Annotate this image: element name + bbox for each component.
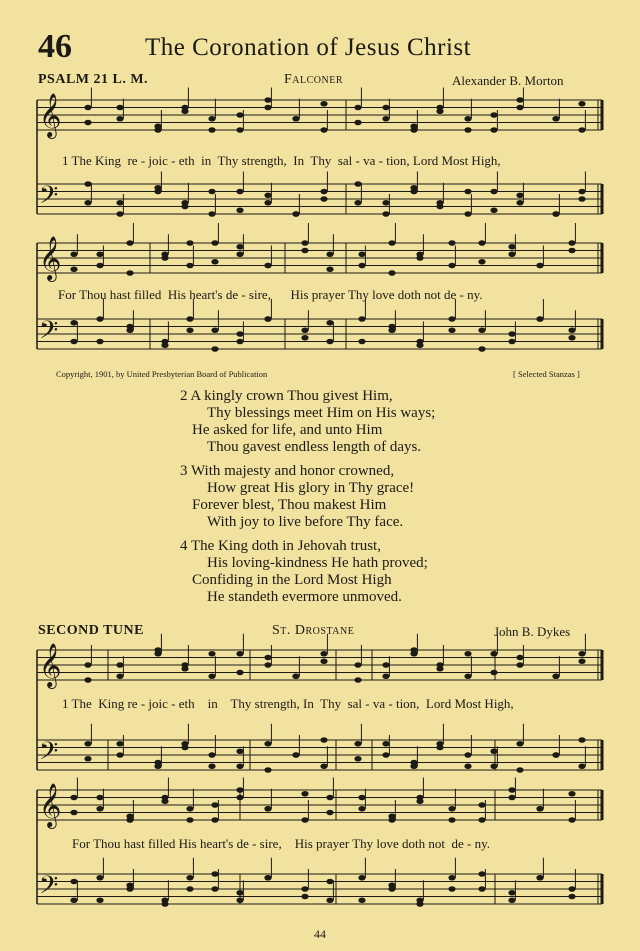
note-head (96, 875, 103, 881)
note-head (578, 658, 585, 664)
stanza-line: He asked for life, and unto Him (192, 422, 383, 438)
note-head (301, 327, 308, 333)
note-head (448, 817, 455, 823)
note-head (211, 346, 218, 352)
note-head (211, 817, 218, 823)
note-head (508, 787, 515, 793)
note-head (154, 760, 161, 766)
note-head (181, 666, 188, 672)
note-head (326, 320, 333, 326)
note-head (70, 879, 77, 885)
note-head (208, 763, 215, 769)
note-head (320, 127, 327, 133)
note-head (301, 240, 308, 246)
tune-name: Falconer (284, 72, 344, 87)
note-head (126, 270, 133, 276)
note-head (264, 200, 271, 206)
note-head (326, 810, 333, 816)
note-head (208, 189, 215, 195)
note-head (568, 817, 575, 823)
note-head (464, 127, 471, 133)
note-head (354, 677, 361, 683)
stanza-4 (180, 538, 428, 606)
note-head (320, 189, 327, 195)
note-head (490, 207, 497, 213)
note-head (358, 316, 365, 322)
note-head (478, 817, 485, 823)
note-head (186, 316, 193, 322)
second-lyrics-line-1: 1 The King re - joic - eth in Thy strength, In Thy sal - va - tion, Lord Most High, (62, 696, 514, 711)
note-head (448, 263, 455, 269)
note-head (236, 763, 243, 769)
note-head (382, 752, 389, 758)
stanza-3 (180, 463, 414, 531)
second-tune-name: St. Drostane (272, 623, 355, 638)
bass-clef: 𝄢 (39, 737, 59, 772)
note-head (354, 756, 361, 762)
note-head (448, 316, 455, 322)
note-head (354, 662, 361, 668)
note-head (354, 181, 361, 187)
note-head (236, 189, 243, 195)
note-head (382, 673, 389, 679)
note-head (96, 897, 103, 903)
note-head (301, 817, 308, 823)
note-head (70, 320, 77, 326)
note-head (490, 127, 497, 133)
note-head (211, 871, 218, 877)
note-head (70, 810, 77, 816)
stanza-line: How great His glory in Thy grace! (207, 480, 415, 496)
note-head (448, 875, 455, 881)
note-head (358, 897, 365, 903)
note-head (96, 316, 103, 322)
note-head (410, 760, 417, 766)
note-head (478, 871, 485, 877)
note-head (464, 752, 471, 758)
note-head (186, 240, 193, 246)
note-head (464, 189, 471, 195)
note-head (264, 806, 271, 812)
note-head (536, 316, 543, 322)
note-head (326, 879, 333, 885)
note-head (301, 886, 308, 892)
note-head (96, 263, 103, 269)
note-head (354, 741, 361, 747)
note-head (264, 662, 271, 668)
note-head (490, 651, 497, 657)
treble-clef: 𝄞 (39, 236, 62, 280)
note-head (116, 116, 123, 122)
note-head (354, 105, 361, 111)
note-head (410, 647, 417, 653)
note-head (436, 108, 443, 114)
note-head (568, 248, 575, 254)
note-head (490, 189, 497, 195)
note-head (264, 105, 271, 111)
note-head (416, 255, 423, 261)
note-head (154, 647, 161, 653)
note-head (264, 97, 271, 103)
note-head (326, 897, 333, 903)
page-number: 44 (314, 927, 326, 941)
note-head (70, 266, 77, 272)
note-head (448, 886, 455, 892)
note-head (84, 662, 91, 668)
note-head (320, 737, 327, 743)
note-head (416, 901, 423, 907)
note-head (96, 339, 103, 345)
note-head (516, 655, 523, 661)
note-head (416, 342, 423, 348)
note-head (568, 894, 575, 900)
note-head (464, 211, 471, 217)
note-head (578, 651, 585, 657)
note-head (186, 875, 193, 881)
note-head (236, 651, 243, 657)
note-head (388, 813, 395, 819)
stanza-line: Thou gavest endless length of days. (207, 439, 422, 455)
note-head (516, 192, 523, 198)
note-head (354, 120, 361, 126)
note-head (161, 798, 168, 804)
note-head (96, 806, 103, 812)
note-head (320, 101, 327, 107)
note-head (388, 882, 395, 888)
note-head (236, 890, 243, 896)
note-head (464, 651, 471, 657)
bass-clef: 𝄢 (39, 316, 59, 351)
note-head (508, 339, 515, 345)
note-head (464, 673, 471, 679)
stanza-2 (180, 388, 435, 456)
note-head (292, 673, 299, 679)
note-head (508, 897, 515, 903)
note-head (236, 748, 243, 754)
note-head (211, 259, 218, 265)
note-head (116, 662, 123, 668)
note-head (490, 670, 497, 676)
note-head (161, 342, 168, 348)
note-head (211, 240, 218, 246)
note-head (70, 251, 77, 257)
treble-clef: 𝄞 (39, 643, 62, 687)
note-head (568, 791, 575, 797)
note-head (84, 181, 91, 187)
note-head (382, 116, 389, 122)
note-head (436, 745, 443, 751)
note-head (478, 240, 485, 246)
note-head (236, 795, 243, 801)
note-head (478, 259, 485, 265)
note-head (508, 890, 515, 896)
note-head (236, 207, 243, 213)
note-head (186, 806, 193, 812)
note-head (448, 327, 455, 333)
note-head (126, 240, 133, 246)
note-head (70, 339, 77, 345)
note-head (236, 331, 243, 337)
note-head (211, 327, 218, 333)
note-head (516, 97, 523, 103)
note-head (116, 673, 123, 679)
note-head (264, 263, 271, 269)
note-head (568, 886, 575, 892)
note-head (326, 251, 333, 257)
note-head (490, 112, 497, 118)
note-head (326, 339, 333, 345)
note-head (578, 763, 585, 769)
note-head (236, 244, 243, 250)
hymn-number: 46 (38, 28, 72, 65)
note-head (388, 324, 395, 330)
note-head (448, 806, 455, 812)
note-head (578, 196, 585, 202)
note-head (358, 795, 365, 801)
selected-stanzas-note: [ Selected Stanzas ] (513, 369, 580, 379)
note-head (236, 112, 243, 118)
note-head (208, 752, 215, 758)
note-head (96, 251, 103, 257)
note-head (578, 189, 585, 195)
note-head (508, 795, 515, 801)
note-head (382, 211, 389, 217)
note-head (508, 244, 515, 250)
note-head (358, 875, 365, 881)
stanza-line: Forever blest, Thou makest Him (192, 497, 387, 513)
note-head (208, 211, 215, 217)
stanza-line: 2 A kingly crown Thou givest Him, (180, 388, 393, 404)
note-head (490, 748, 497, 754)
lyrics-line-1: 1 The King re - joic - eth in Thy strength, In Thy sal - va - tion, Lord Most High, (62, 153, 501, 168)
note-head (292, 116, 299, 122)
note-head (516, 767, 523, 773)
note-head (126, 882, 133, 888)
note-head (211, 802, 218, 808)
note-head (416, 798, 423, 804)
note-head (436, 666, 443, 672)
note-head (186, 263, 193, 269)
note-head (208, 651, 215, 657)
note-head (388, 270, 395, 276)
note-head (436, 204, 443, 210)
note-head (536, 806, 543, 812)
note-head (116, 752, 123, 758)
note-head (326, 266, 333, 272)
note-head (116, 741, 123, 747)
note-head (358, 806, 365, 812)
note-head (236, 897, 243, 903)
note-head (84, 120, 91, 126)
note-head (320, 651, 327, 657)
note-head (320, 658, 327, 664)
note-head (126, 324, 133, 330)
note-head (388, 240, 395, 246)
note-head (382, 662, 389, 668)
note-head (84, 756, 91, 762)
note-head (552, 752, 559, 758)
hymn-title: The Coronation of Jesus Christ (145, 34, 472, 61)
note-head (236, 670, 243, 676)
note-head (264, 316, 271, 322)
treble-clef: 𝄞 (39, 783, 62, 827)
note-head (84, 677, 91, 683)
stanza-line: 4 The King doth in Jehovah trust, (180, 538, 381, 554)
note-head (264, 741, 271, 747)
note-head (578, 101, 585, 107)
note-head (208, 116, 215, 122)
second-tune-label: SECOND TUNE (38, 623, 144, 638)
psalm-label: PSALM 21 L. M. (38, 72, 149, 87)
note-head (552, 116, 559, 122)
note-head (292, 211, 299, 217)
note-head (96, 795, 103, 801)
note-head (301, 248, 308, 254)
note-head (208, 127, 215, 133)
note-head (516, 662, 523, 668)
note-head (578, 127, 585, 133)
stanza-line: 3 With majesty and honor crowned, (180, 463, 395, 479)
note-head (320, 763, 327, 769)
note-head (236, 127, 243, 133)
note-head (578, 737, 585, 743)
note-head (70, 795, 77, 801)
bass-clef: 𝄢 (39, 871, 59, 906)
note-head (181, 108, 188, 114)
note-head (116, 105, 123, 111)
composer-name: Alexander B. Morton (452, 73, 564, 88)
note-head (301, 335, 308, 341)
note-head (552, 673, 559, 679)
note-head (326, 795, 333, 801)
note-head (154, 185, 161, 191)
note-head (464, 116, 471, 122)
note-head (211, 886, 218, 892)
note-head (478, 346, 485, 352)
note-head (508, 331, 515, 337)
note-head (358, 339, 365, 345)
note-head (516, 741, 523, 747)
note-head (358, 263, 365, 269)
note-head (516, 105, 523, 111)
note-head (410, 123, 417, 129)
note-head (186, 327, 193, 333)
stanza-line: His loving-kindness He hath proved; (207, 555, 428, 571)
stanza-line: He standeth evermore unmoved. (207, 589, 402, 605)
copyright-note: Copyright, 1901, by United Presbyterian Board of Publication (56, 369, 268, 379)
note-head (84, 741, 91, 747)
note-head (568, 240, 575, 246)
note-head (161, 255, 168, 261)
note-head (292, 752, 299, 758)
note-head (116, 211, 123, 217)
note-head (508, 251, 515, 257)
note-head (208, 673, 215, 679)
treble-clef: 𝄞 (39, 93, 62, 137)
note-head (301, 791, 308, 797)
note-head (568, 335, 575, 341)
note-head (264, 655, 271, 661)
note-head (464, 763, 471, 769)
note-head (70, 897, 77, 903)
note-head (568, 327, 575, 333)
note-head (84, 200, 91, 206)
note-head (382, 105, 389, 111)
bass-clef: 𝄢 (39, 181, 59, 216)
stanza-line: With joy to live before Thy face. (207, 514, 404, 530)
note-head (358, 251, 365, 257)
note-head (301, 894, 308, 900)
note-head (536, 263, 543, 269)
note-head (236, 339, 243, 345)
note-head (536, 875, 543, 881)
note-head (181, 745, 188, 751)
note-head (116, 200, 123, 206)
note-head (478, 886, 485, 892)
lyrics-line-2: For Thou hast filled His heart's de - sire, His prayer Thy love doth not de - ny. (58, 287, 483, 302)
note-head (516, 200, 523, 206)
stanza-line: Confiding in the Lord Most High (192, 572, 392, 588)
note-head (448, 240, 455, 246)
note-head (264, 192, 271, 198)
note-head (181, 204, 188, 210)
note-head (354, 200, 361, 206)
note-head (264, 767, 271, 773)
note-head (382, 200, 389, 206)
note-head (382, 741, 389, 747)
note-head (552, 211, 559, 217)
note-head (320, 196, 327, 202)
note-head (264, 875, 271, 881)
note-head (186, 886, 193, 892)
note-head (478, 802, 485, 808)
note-head (186, 817, 193, 823)
note-head (84, 105, 91, 111)
note-head (161, 901, 168, 907)
note-head (478, 327, 485, 333)
note-head (236, 787, 243, 793)
second-lyrics-line-2: For Thou hast filled His heart's de - sire, His prayer Thy love doth not de - ny. (72, 836, 491, 851)
note-head (236, 251, 243, 257)
note-head (126, 813, 133, 819)
stanza-line: Thy blessings meet Him on His ways; (207, 405, 436, 421)
second-tune-composer: John B. Dykes (494, 624, 571, 639)
note-head (490, 763, 497, 769)
note-head (154, 123, 161, 129)
note-head (410, 185, 417, 191)
